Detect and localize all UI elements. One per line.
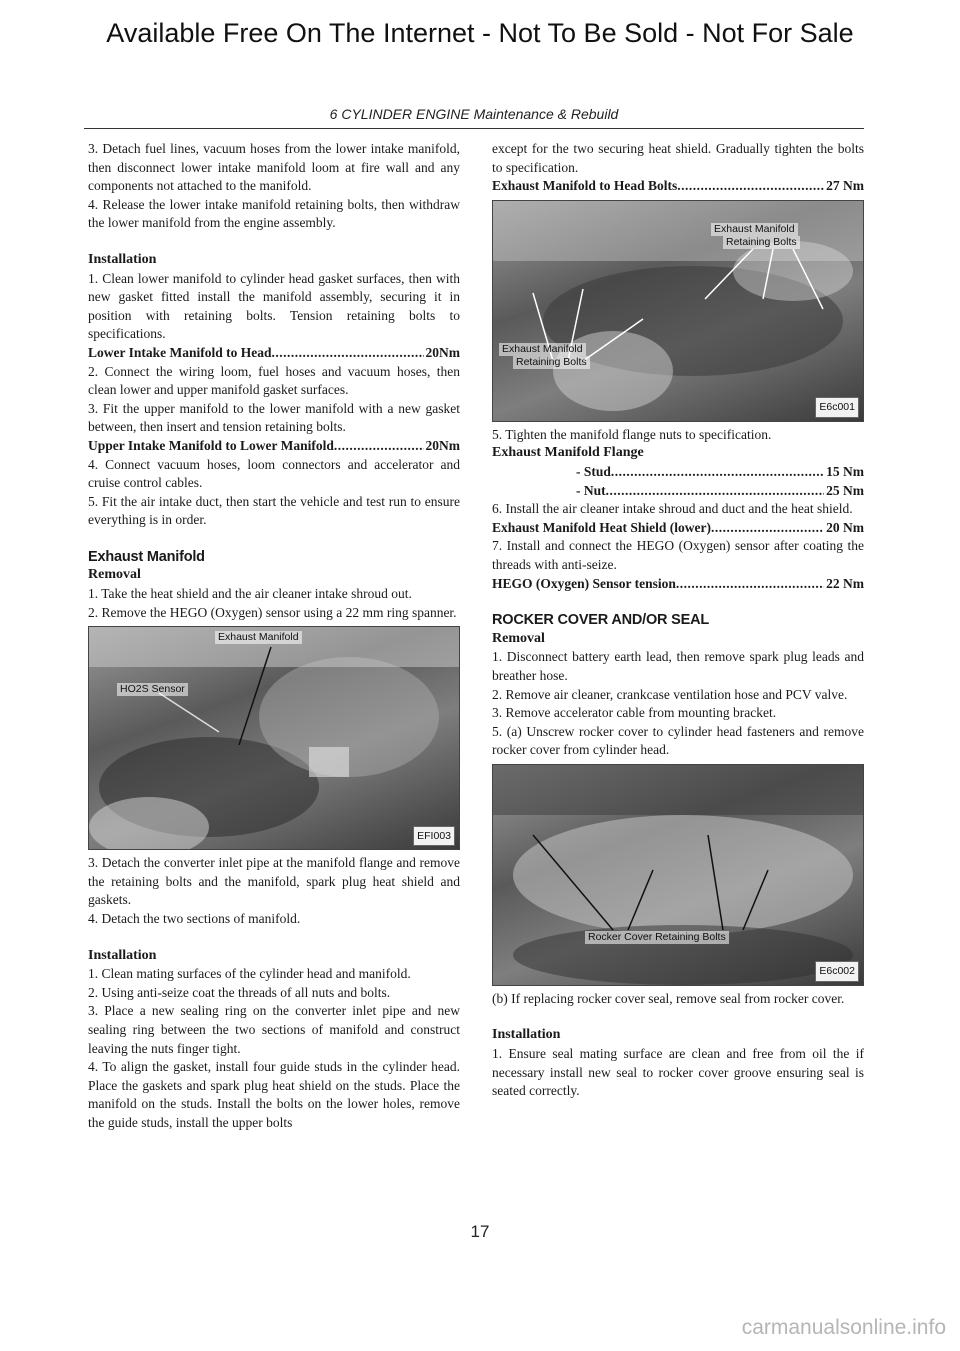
spec-line [492,177,864,196]
watermark-url: carmanualsonline.info [741,1316,946,1339]
photo-label: Exhaust Manifold [499,343,586,356]
spec-label: HEGO (Oxygen) Sensor tension [492,575,676,591]
photo-label: Exhaust Manifold [215,631,302,644]
spec-value: 20Nm [425,344,460,360]
paragraph: 3. Detach the converter inlet pipe at the manifold flange and remove the retaining bolts and the manifold, spark plug heat shield and gaskets. [88,855,460,908]
paragraph: 2. Remove air cleaner, crankcase ventilation hose and PCV valve. [492,686,848,702]
right-column [492,140,864,1101]
photo-label: Exhaust Manifold [711,223,798,236]
paragraph: 1. Take the heat shield and the air cleaner intake shroud out. [88,586,412,602]
spec-line [88,437,460,456]
photo-leader-lines [89,627,460,849]
left-column [88,140,460,1133]
removal-heading: Removal [492,630,545,646]
header-rule [84,128,864,129]
section-title-exhaust-manifold: Exhaust Manifold [88,548,205,565]
spec-line [492,519,864,538]
figure-code: E6c002 [815,961,859,982]
spec-line [88,344,460,363]
paragraph: 5. Fit the air intake duct, then start the vehicle and test run to ensure everything is in order. [88,493,460,528]
paragraph: 6. Install the air cleaner intake shroud and duct and the heat shield. [492,501,853,517]
photo-leader-lines [493,201,864,421]
paragraph: 2. Connect the wiring loom, fuel hoses and vacuum hoses, then clean lower and upper manifold gasket surfaces. [88,363,460,398]
photo-leader-lines [493,765,864,985]
paragraph: 5. (a) Unscrew rocker cover to cylinder head fasteners and remove rocker cover from cylinder head. [492,723,864,758]
installation-heading: Installation [88,947,157,963]
paragraph: 4. Release the lower intake manifold retaining bolts, then withdraw the lower manifold from the engine assembly. [88,196,460,231]
photo-hego-sensor [88,626,460,850]
removal-heading: Removal [88,567,141,583]
figure-code: EFI003 [413,826,455,847]
spec-label: - Stud [576,463,611,479]
paragraph: 4. To align the gasket, install four guide studs in the cylinder head. Place the gaskets and spark plug heat shield on the studs. Place the manifold on the studs. Install the bolts on the lower holes, remove the guide studs, install the upper bolts [88,1059,460,1130]
spec-value: 22 Nm [826,575,864,591]
paragraph: (b) If replacing rocker cover seal, remove seal from rocker cover. [492,990,845,1006]
installation-heading: Installation [88,251,157,267]
paragraph: 3. Fit the upper manifold to the lower manifold with a new gasket between, then insert and tension retaining bolts. [88,400,460,435]
paragraph: 7. Install and connect the HEGO (Oxygen) sensor after coating the threads with anti-seize. [492,538,864,572]
paragraph: 5. Tighten the manifold flange nuts to specification. [492,426,772,442]
paragraph: 2. Using anti-seize coat the threads of all nuts and bolts. [88,984,391,1000]
spec-value: 20 Nm [826,519,864,535]
photo-label: Rocker Cover Retaining Bolts [585,931,729,944]
paragraph: 1. Clean lower manifold to cylinder head gasket surfaces, then with new gasket fitted install the manifold assembly, securing it in position with retaining bolts. Tension retaining bolts to specifications. [88,270,460,342]
paragraph: 3. Place a new sealing ring on the converter inlet pipe and new sealing ring between the two sections of manifold and construct leaving the nuts finger tight. [88,1003,460,1056]
paragraph: 1. Ensure seal mating surface are clean and free from oil the if necessary install new seal to rocker cover groove ensuring seal is seated correctly. [492,1046,864,1099]
spec-value: 15 Nm [826,463,864,479]
paragraph: 1. Clean mating surfaces of the cylinder head and manifold. [88,966,411,982]
paragraph: except for the two securing heat shield. Gradually tighten the bolts to specification. [492,141,864,175]
page-number: 17 [470,1222,490,1241]
availability-banner: Available Free On The Internet - Not To Be Sold - Not For Sale [106,18,854,48]
photo-label: HO2S Sensor [117,683,188,696]
section-title-rocker-cover: ROCKER COVER AND/OR SEAL [492,612,710,629]
spec-line [492,482,864,501]
running-head: 6 CYLINDER ENGINE Maintenance & Rebuild [329,106,619,122]
photo-label: Retaining Bolts [513,356,590,369]
spec-value: 27 Nm [826,178,864,194]
figure-code: E6c001 [815,397,859,418]
spec-line [492,463,864,482]
installation-heading: Installation [492,1027,561,1043]
paragraph: 3. Remove accelerator cable from mounting bracket. [492,705,777,721]
spec-value: 25 Nm [826,482,864,498]
spec-label: - Nut [576,482,606,498]
paragraph: 3. Detach fuel lines, vacuum hoses from the lower intake manifold, then disconnect lower intake manifold loom at fire wall and any components not attached to the manifold. [88,141,460,194]
paragraph: 2. Remove the HEGO (Oxygen) sensor using a 22 mm ring spanner. [88,604,457,620]
spec-label: Exhaust Manifold to Head Bolts [492,178,678,194]
spec-line [492,575,864,594]
flange-heading: Exhaust Manifold Flange [492,445,644,461]
spec-label: Upper Intake Manifold to Lower Manifold [88,437,334,453]
paragraph: 1. Disconnect battery earth lead, then remove spark plug leads and breather hose. [492,649,864,683]
spec-value: 20Nm [425,437,460,453]
photo-rocker-cover [492,764,864,986]
photo-label: Retaining Bolts [723,236,800,249]
spec-label: Lower Intake Manifold to Head [88,344,272,360]
paragraph: 4. Detach the two sections of manifold. [88,911,301,927]
paragraph: 4. Connect vacuum hoses, loom connectors and accelerator and cruise control cables. [88,456,460,491]
photo-exhaust-manifold [492,200,864,422]
spec-label: Exhaust Manifold Heat Shield (lower) [492,519,712,535]
